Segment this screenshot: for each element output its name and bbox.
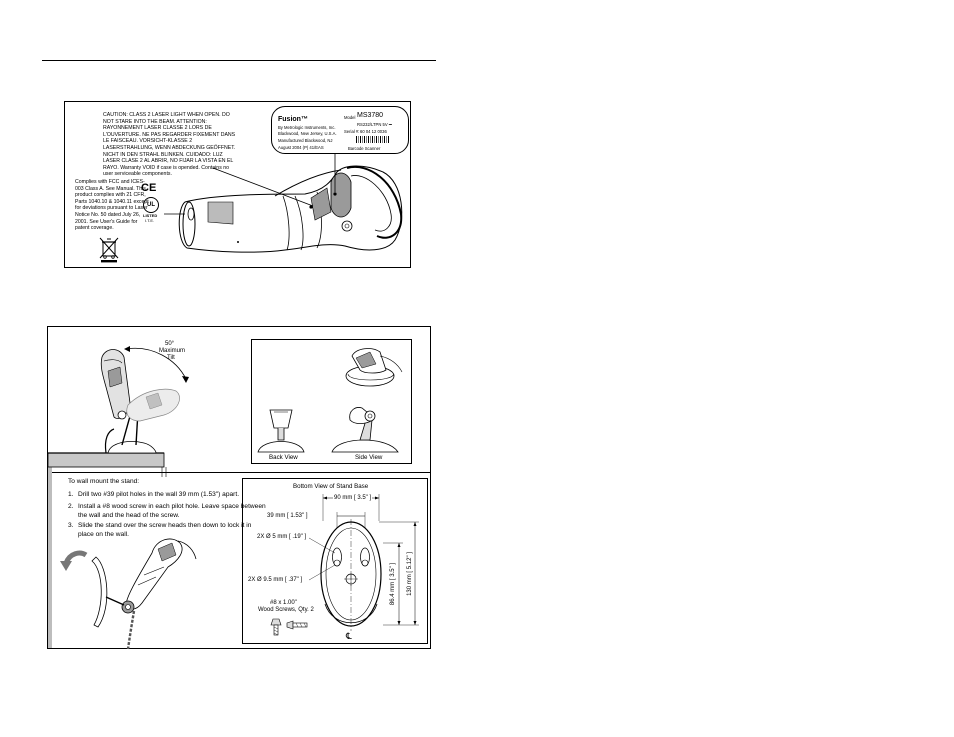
step-3-text: Slide the stand over the screw heads then down to lock it in place on the wall.: [78, 522, 252, 538]
dim-39mm: 39 mm [ 1.53" ]: [267, 513, 308, 519]
instruction-step-1: [68, 491, 258, 500]
instructions-title: To wall mount the stand:: [68, 478, 140, 485]
wall-mount-illustration: [48, 527, 248, 649]
ce-mark: CE: [141, 182, 157, 194]
ul-sub: LISTED: [143, 213, 158, 218]
barcode-caption: Barcode Scanner: [348, 146, 381, 151]
dim-130mm: 130 mm [ 5.12" ]: [406, 552, 413, 596]
dim-90mm: 90 mm [ 3.5" ]: [334, 495, 372, 501]
product-name: Fusion™: [278, 116, 308, 123]
serial-value: 60 04 12 0036: [360, 129, 387, 134]
caution-text: CAUTION: CLASS 2 LASER LIGHT WHEN OPEN. DO NOT STARE INTO THE BEAM. ATTENTION: RAYONNEMENT LASER CLASSE 2 LORS DE L'OUVERTURE. NE PAS REGARDER FIXEMENT DANS LE FAISCEAU. VORSICHT-KLASSE 2 LASERSTRAHLUNG, WENN ABDECKUNG GEÖFFNET. NICHT IN DEN STRAHL BLINKEN. CUIDADO: LUZ LASER CLASE 2 AL ABRIR, NO FIJAR LA VISTA EN EL RAYO. Warranty VOID if case is opended. Contains no user serviceable components.: [103, 112, 236, 178]
screw-spec-line-2: Wood Screws, Qty. 2: [258, 607, 314, 613]
side-view-caption: Side View: [355, 454, 383, 461]
ul-code: I.T.E.: [145, 218, 155, 223]
serial-label: Serial #:: [344, 129, 360, 134]
scanner-drawing: [65, 102, 412, 269]
maker-line-3: Manufactured Blackwood, NJ: [278, 138, 333, 143]
back-view-caption: Back View: [269, 454, 298, 461]
label-figure: [64, 101, 411, 268]
dim-86-4mm: 86.4 mm [ 3.5" ]: [390, 562, 397, 606]
tilt-illustration: [48, 327, 248, 473]
stand-figure: [47, 326, 431, 649]
header-rule: [42, 60, 436, 61]
maker-line-4: August 2004 (P) 41/EAS: [278, 145, 324, 150]
bottom-view-drawing: [243, 479, 429, 645]
dim-5mm-holes: 2X Ø 5 mm [ .19" ]: [257, 534, 307, 540]
maker-line-1: By Metrologic Instruments, Inc.: [278, 125, 336, 130]
step-1-number: 1.: [68, 491, 74, 498]
tilt-label-tilt: Tilt: [167, 355, 175, 361]
model-label: Model: [344, 115, 356, 120]
bottom-view-box: [242, 478, 428, 644]
step-1-text: Drill two #39 pilot holes in the wall 39 mm (1.53") apart.: [78, 491, 240, 498]
step-3-number: 3.: [68, 522, 74, 529]
centerline-mark: ℄: [346, 631, 352, 641]
interface-value: RS232/LTPN 5V ⎓: [357, 122, 393, 127]
maker-line-2: Blackwood, New Jersey, U.S.A.: [278, 131, 337, 136]
screw-spec-line-1: #8 x 1.00": [270, 600, 297, 606]
dim-9-5mm-holes: 2X Ø 9.5 mm [ .37" ]: [248, 577, 303, 583]
model-value: MS3780: [357, 112, 384, 119]
ul-mark-text: UL: [147, 202, 155, 208]
compliance-text: Complies with FCC and ICES-003 Class A. See Manual. This product complies with 21 CFR, Parts 1040.10 & 1040.11 except for deviations pursuant to Laser Notice No. 50 dated July 26, 2001. See User's Guide for patent coverage.: [75, 179, 149, 232]
step-2-text: Install a #8 wood screw in each pilot hole. Leave space between the wall and the head of the screw.: [78, 503, 266, 519]
instruction-step-2: [68, 503, 268, 520]
step-2-number: 2.: [68, 503, 74, 510]
bottom-view-title: Bottom View of Stand Base: [293, 483, 369, 490]
tilt-label-maximum: Maximum: [159, 348, 186, 354]
stand-views-drawing: [252, 340, 413, 465]
tilt-label-degrees: 50°: [165, 341, 175, 347]
views-box: [251, 339, 412, 464]
